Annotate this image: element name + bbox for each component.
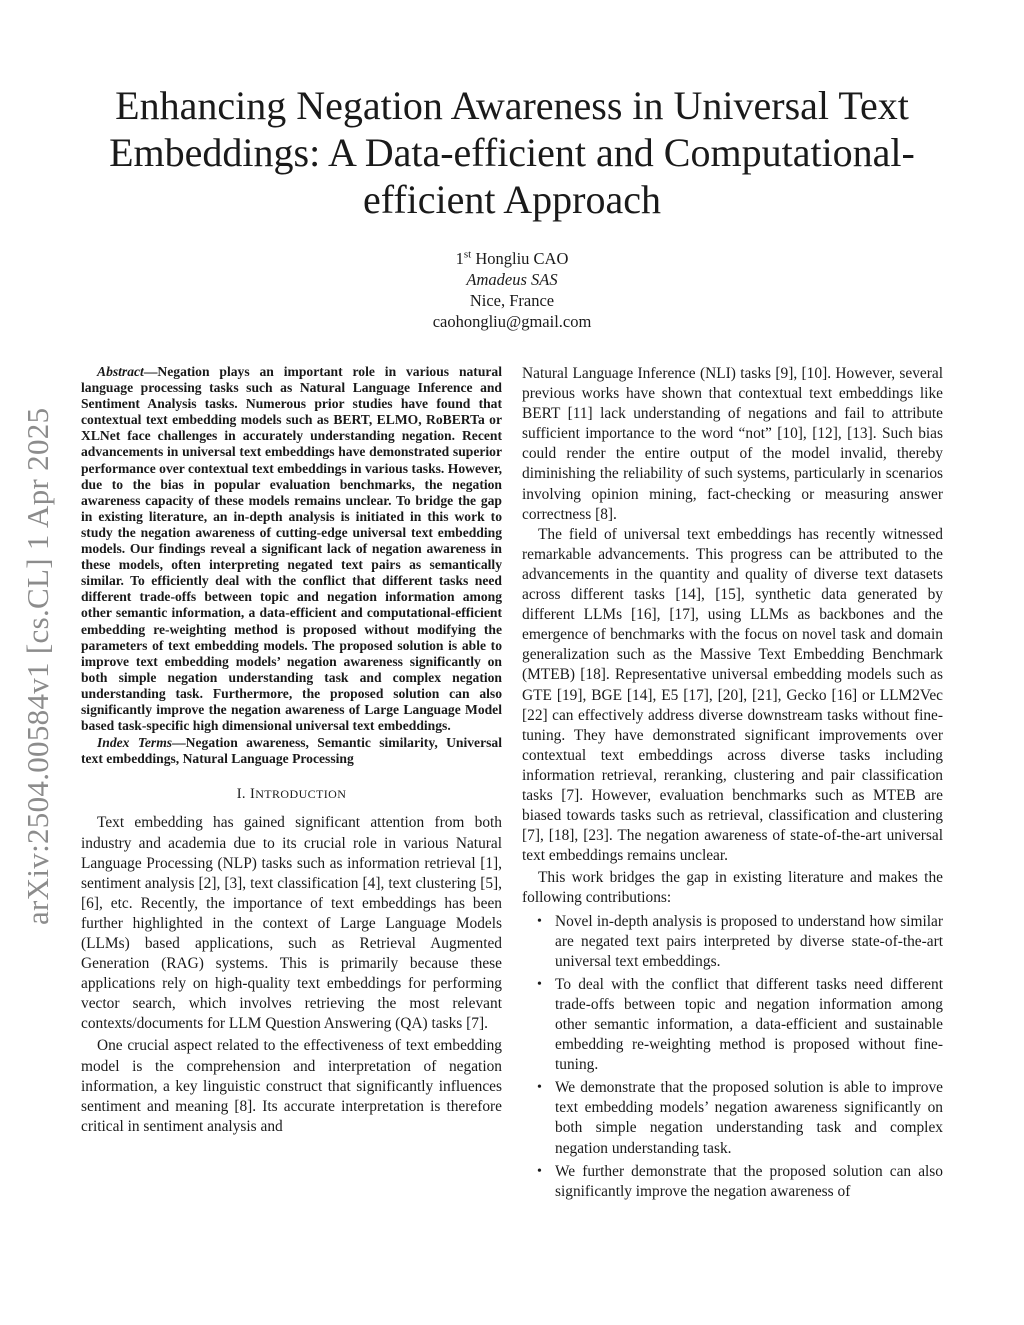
abstract-label: Abstract: [97, 364, 144, 379]
index-terms-label: Index Terms: [97, 735, 173, 751]
continued-paragraph: Natural Language Inference (NLI) tasks [9], [10]. However, several previous works have shown that contextual text embeddings like BERT [11] lack understanding of negations and fail to attribute sufficient importance to the word “not” [10], [12], [13]. Such bias could render the entire output of the model invalid, thereby diminishing the reliability of such systems, particularly in scenarios involving opinion mining, fact-checking or measuring answer correctness [8].: [522, 365, 943, 523]
author-ordinal: 1: [455, 249, 464, 268]
bullet-icon: •: [537, 1080, 542, 1096]
section-heading-introduction: [81, 784, 502, 804]
bullet-icon: •: [537, 1163, 542, 1179]
author-name: Hongliu CAO: [475, 249, 569, 268]
list-item-text: We further demonstrate that the proposed solution can also significantly improve the negation awareness of: [555, 1162, 943, 1200]
section-title-rest: NTRODUCTION: [255, 787, 347, 802]
intro-paragraph-2: One crucial aspect related to the effectiveness of text embedding model is the comprehension and interpretation of negation information, a key linguistic construct that significantly influences sentiment and meaning [8]. Its accurate interpretation is therefore critical in sentiment analysis and: [81, 1037, 502, 1135]
index-terms: [81, 735, 502, 767]
list-item: [537, 1078, 943, 1158]
arxiv-identifier-stamp: arXiv:2504.00584v1 [cs.CL] 1 Apr 2025: [20, 407, 55, 925]
author-affiliation: Amadeus SAS: [466, 270, 558, 289]
author-line: [312, 248, 712, 269]
right-column: [522, 364, 943, 1205]
author-location: Nice, France: [469, 291, 555, 310]
list-item: [537, 1162, 943, 1202]
universal-embeddings-paragraph: The field of universal text embeddings has recently witnessed remarkable advancements. This progress can be attributed to the advancements in the quantity and quality of diverse text datasets across different tasks [14], [15], synthetic data generated by different LLMs [16], [17], using LLMs as backbones and the emergence of benchmarks with the focus on novel task and domain generalization such as the Massive Text Embedding Benchmark (MTEB) [18]. Representative universal embedding models such as GTE [19], BGE [14], E5 [17], [20], [21], Gecko [16] or LLM2Vec [22] can effectively address diverse downstream tasks without fine-tuning. They have demonstrated significant improvements over contextual text embeddings across diverse tasks including information retrieval, reranking, clustering and pair classification tasks [7]. However, evaluation benchmarks such as MTEB are biased towards tasks such as retrieval, classification and clustering [7], [18], [23]. The negation awareness of state-of-the-art universal text embeddings remains unclear.: [522, 525, 943, 865]
contributions-intro-paragraph: This work bridges the gap in existing literature and makes the following contributions:: [522, 869, 943, 907]
abstract: [81, 364, 502, 734]
list-item-text: Novel in-depth analysis is proposed to understand how similar are negated text pairs interpreted by diverse state-of-the-art universal text embeddings.: [555, 912, 943, 970]
bullet-icon: •: [537, 913, 542, 929]
list-item: [537, 975, 943, 1075]
section-number: I.: [236, 786, 246, 803]
index-terms-text: —Negation awareness, Semantic similarity, Universal text embeddings, Natural Language Processing: [81, 735, 502, 767]
section-title-initial: I: [250, 786, 256, 803]
list-item: [537, 912, 943, 972]
bullet-icon: •: [537, 976, 542, 992]
intro-paragraph-1: Text embedding has gained significant attention from both industry and academia due to its crucial role in various Natural Language Processing (NLP) tasks such as information retrieval [1], sentiment analysis [2], [3], text classification [4], text clustering [5], [6], etc. Recently, the importance of text embeddings has been further highlighted in the context of Large Language Models (LLMs) based applications, such as Retrieval Augmented Generation (RAG) systems. This is primarily because these applications rely on high-quality text embeddings for performing vector search, which involves retrieving the most relevant contexts/documents for LLM Question Answering (QA) tasks [7].: [81, 814, 502, 1033]
author-ordinal-suffix: st: [463, 248, 472, 261]
list-item-text: To deal with the conflict that different tasks need different trade-offs between topic and negation information among other semantic information, a data-efficient and sustainable embedding re-weighting method is proposed without fine-tuning.: [555, 975, 943, 1074]
abstract-text: —Negation plays an important role in various natural language processing tasks such as Natural Language Inference and Sentiment Analysis tasks. Numerous prior studies have found that contextual text embedding models such as BERT, ELMO, RoBERTa or XLNet face challenges in accurately understanding negation. Recent advancements in universal text embeddings have demonstrated superior performance over contextual text embeddings in various tasks. However, due to the bias in popular evaluation benchmarks, the negation awareness capacity of these models remains unclear. To bridge the gap in existing literature, an in-depth analysis is initiated in this work to study the negation awareness of cutting-edge universal text embedding models. Our findings reveal a significant lack of negation awareness in these models, often interpreting negated text pairs as semantically similar. To efficiently deal with the conflict that different tasks need different trade-offs between topic and negation information among other semantic information, a data-efficient and computational-efficient embedding re-weighting method is proposed without modifying the parameters of text embedding models. The proposed solution is able to improve text embedding models’ negation awareness significantly on both simple negation understanding task and complex negation understanding task. Furthermore, the proposed solution can also significantly improve the negation awareness of Large Language Model based task-specific high dimensional universal text embeddings.: [81, 364, 502, 734]
paper-title: Enhancing Negation Awareness in Universal Text Embeddings: A Data-efficient and Computational-efficient Approach: [109, 83, 915, 222]
left-column: [81, 364, 502, 1137]
author-block: [312, 248, 712, 332]
author-email: caohongliu@gmail.com: [432, 312, 592, 331]
contributions-list: [522, 912, 943, 1202]
list-item-text: We demonstrate that the proposed solution is able to improve text embedding models’ negation awareness significantly on both simple negation understanding task and complex negation understanding task.: [555, 1079, 943, 1157]
